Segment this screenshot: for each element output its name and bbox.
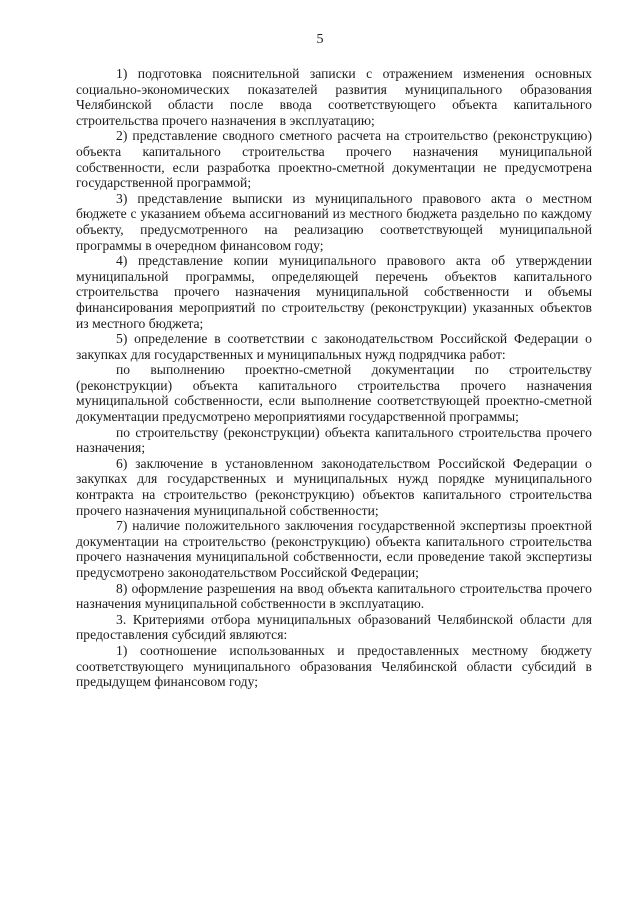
paragraph-subitem-design-documentation: по выполнению проектно-сметной документации по строительству (реконструкции) объекта капитального строительства прочего назначения муниципальной собственности, если выполнение соответствующей проектно-сметной документации предусмотрено мероприятиями государственной программы; bbox=[76, 362, 592, 425]
paragraph-item-5-contractor-selection: 5) определение в соответствии с законодательством Российской Федерации о закупках для государственных и муниципальных нужд подрядчика работ: bbox=[76, 331, 592, 362]
paragraph-subitem-construction: по строительству (реконструкции) объекта капитального строительства прочего назначения; bbox=[76, 424, 592, 456]
paragraph-item-6-contract: 6) заключение в установленном законодательством Российской Федерации о закупках для государственных и муниципальных нужд порядке муниципального контракта на строительство (реконструкцию) объектов капитального строительства прочего назначения муниципальной собственности; bbox=[76, 455, 592, 518]
paragraph-criterion-1-subsidy-ratio: 1) соотношение использованных и предоставленных местному бюджету соответствующего муниципального образования Челябинской области субсидий в предыдущем финансовом году; bbox=[76, 642, 592, 690]
page-number: 5 bbox=[316, 32, 324, 47]
paragraph-item-8-commissioning-permit: 8) оформление разрешения на ввод объекта капитального строительства прочего назначения муниципальной собственности в эксплуатацию. bbox=[76, 580, 592, 612]
paragraph-item-4-program-copy: 4) представление копии муниципального правового акта об утверждении муниципальной программы, определяющей перечень объектов капитального строительства прочего назначения муниципальной собственности и объемы финансирования мероприятий по строительству (реконструкции) указанных объектов из местного бюджета; bbox=[76, 253, 592, 331]
paragraph-section-3-criteria: 3. Критериями отбора муниципальных образований Челябинской области для предоставления субсидий являются: bbox=[76, 611, 592, 643]
paragraph-item-7-expertise: 7) наличие положительного заключения государственной экспертизы проектной документации на строительство (реконструкцию) объекта капитального строительства прочего назначения муниципальной собственности, если проведение такой экспертизы предусмотрено законодательством Российской Федерации; bbox=[76, 518, 592, 580]
document-body bbox=[76, 66, 592, 690]
paragraph-item-3-budget-extract: 3) представление выписки из муниципального правового акта о местном бюджете с указанием объема ассигнований из местного бюджета раздельно по каждому объекту, предусмотренного на реализацию соответствующей муниципальной программы в очередном финансовом году; bbox=[76, 190, 592, 253]
paragraph-item-1-explanatory-note: 1) подготовка пояснительной записки с отражением изменения основных социально-экономических показателей развития муниципального образования Челябинской области после ввода соответствующего объекта капитального строительства прочего назначения в эксплуатацию; bbox=[76, 66, 592, 128]
paragraph-item-2-cost-estimate: 2) представление сводного сметного расчета на строительство (реконструкцию) объекта капитального строительства прочего назначения муниципальной собственности, если разработка проектно-сметной документации не предусмотрена государственной программой; bbox=[76, 128, 592, 191]
